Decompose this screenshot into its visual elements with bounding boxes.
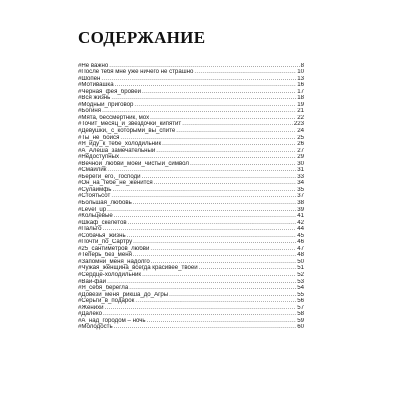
toc-entry-title: #Довези_меня_рикша_до_Агры [78,291,169,298]
toc-entry-title: #Шкаф_скелетов [78,219,127,226]
toc-entry-page: 33 [297,173,304,180]
toc-entry-page: 27 [297,147,304,154]
toc-entry-title: #А_Алеша_замечательный [78,147,156,154]
toc-entry-title: #Точит_месяц_и_звездочки_кипятит [78,121,182,128]
toc-entry-page: 17 [297,88,304,95]
toc-entry-page: 37 [297,193,304,200]
toc-entry-title: #25_сантиметров_любви [78,245,150,252]
toc-entry-title: #Шопен [78,75,101,82]
toc-entry-title: #Мотивашка [78,82,114,89]
toc-entry-page: 35 [297,186,304,193]
toc-entry-title: #Недоступных [78,154,120,161]
toc-entry-page: 29 [297,154,304,161]
toc-entry-page: 54 [297,285,304,292]
toc-entry-page: 24 [297,127,304,134]
toc-entry-title: #Чужая_женщина_всегда красивее_твоей [78,265,198,272]
toc-entry-title: #Стоятьсот [78,193,111,200]
toc-entry-title: #Он_на_тебе_не_женится [78,180,153,187]
toc-entry-title: #Серьги_в_подарок [78,298,135,305]
toc-entry-title: #Сулаимфь [78,186,112,193]
toc-entry [78,324,304,331]
toc-entry-title: #Level_up [78,206,107,213]
page-title: СОДЕРЖАНИЕ [78,28,206,47]
toc-entry-page: 47 [297,245,304,252]
toc-entry-title: #Большая_любовь [78,199,132,206]
toc-entry-title: #Кольцевые [78,213,113,220]
toc-entry-page: 18 [297,95,304,102]
toc-entry-page: 26 [297,141,304,148]
toc-entry-title: #Далеко [78,311,102,318]
toc-entry-title: #Женихи [78,304,104,311]
toc-entry-title: #Молодость [78,324,113,331]
toc-entry-page: 45 [297,232,304,239]
toc-entry-title: #Ты_не_бойся [78,134,120,141]
toc-entry-page: 48 [297,252,304,259]
toc-entry-title: #Собачья_жизнь [78,232,126,239]
toc-entry-page: 56 [297,298,304,305]
toc-entry-page: 38 [297,199,304,206]
toc-entry-title: #Пальто [78,226,102,233]
toc-entry-page: 30 [297,160,304,167]
toc-entry-page: 57 [297,304,304,311]
table-of-contents [78,63,304,331]
toc-entry-page: 16 [297,82,304,89]
toc-entry-page: 55 [297,291,304,298]
toc-entry-page: 44 [297,226,304,233]
toc-entry-page: 59 [297,317,304,324]
toc-entry-page: 50 [297,258,304,265]
toc-entry-title: #Богиня [78,108,102,115]
toc-entry-page: 19 [297,101,304,108]
toc-entry-title: #Я_иду_к_тебе_холодильник [78,141,162,148]
toc-entry-page: 223 [293,121,304,128]
toc-entry-title: #Черная_фея_бровей [78,88,141,95]
toc-entry-page: 13 [297,75,304,82]
toc-entry-title: #Вечной_любви_моей_чистый_символ [78,160,189,167]
toc-entry-page: 52 [297,272,304,278]
toc-entry-title: #Сердце-холодильник [78,272,142,278]
toc-entry-title: #Береги_его,_господи [78,173,141,180]
toc-entry-title: #После тебя мне уже ничего не страшно [78,69,194,76]
toc-entry-page: 58 [297,311,304,318]
toc-entry-page: 34 [297,180,304,187]
toc-entry-title: #Не важно [78,62,109,69]
toc-entry-title: #А_над_городом – ночь [78,317,146,324]
toc-entry-title: #Почти_по_Сартру [78,239,133,246]
toc-entry-page: 25 [297,134,304,141]
toc-entry-title: #Теперь_без_меня [78,252,132,259]
toc-entry-page: 22 [297,114,304,121]
dot-leader [114,324,297,331]
toc-entry-page: 41 [297,213,304,220]
toc-entry-page: 21 [297,108,304,115]
toc-entry-page: 53 [297,278,304,285]
toc-entry-page: 8 [300,62,304,69]
toc-entry-title: #Смайлик [78,167,107,174]
toc-entry-title: #Девушки,_с_которыми_вы_спите [78,127,176,134]
toc-entry-page: 31 [297,167,304,174]
toc-entry-title: #Я_себя_берегла [78,285,129,292]
toc-entry-title: #Вся жизнь [78,95,111,102]
toc-entry-page: 60 [297,324,304,331]
toc-entry-page: 51 [297,265,304,272]
toc-entry-title: #Запомни_меня_надолго [78,258,150,265]
toc-entry-title: #Мята, бессмертник, мох [78,114,150,121]
toc-entry-page: 10 [297,69,304,76]
toc-entry-page: 46 [297,239,304,246]
toc-entry-page: 39 [297,206,304,213]
toc-entry-page: 42 [297,219,304,226]
toc-entry-title: #Модный_приговор [78,101,134,108]
toc-entry-title: #Вай-фай [78,278,107,285]
